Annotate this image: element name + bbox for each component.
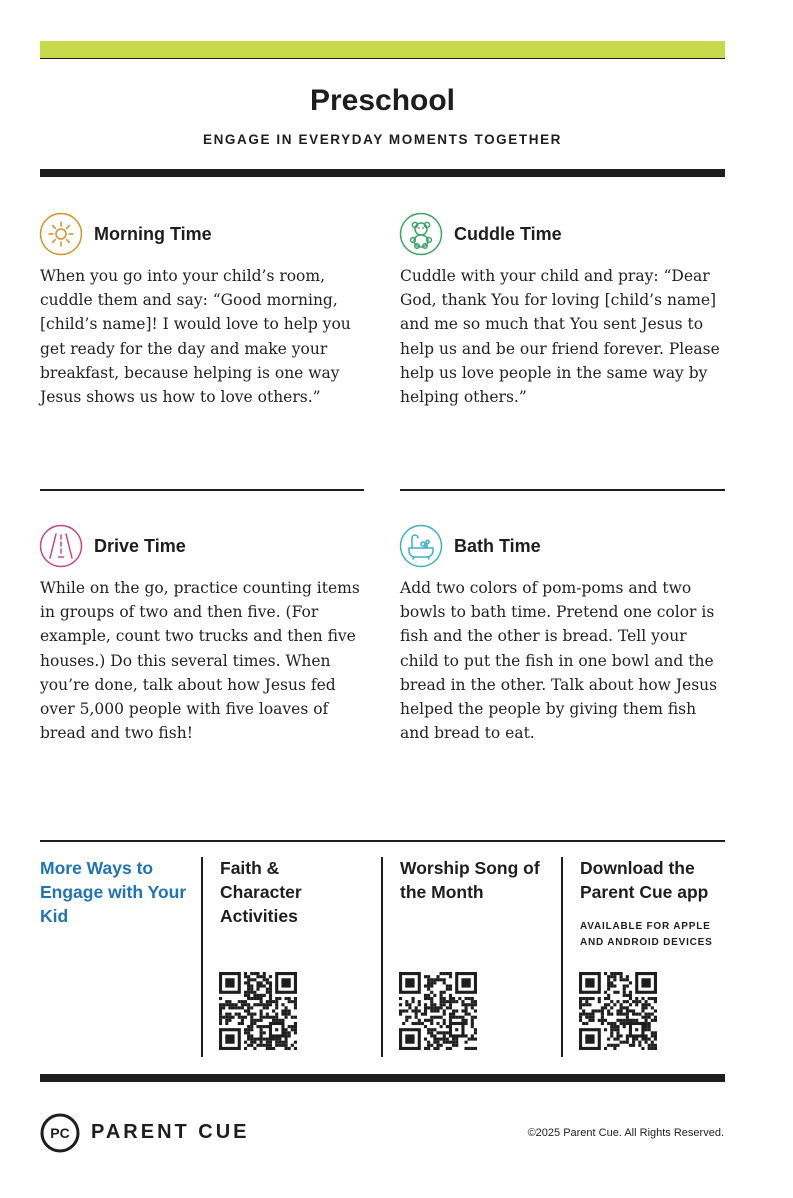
column-divider bbox=[561, 857, 563, 1057]
faith-activities-qr-code[interactable] bbox=[219, 972, 297, 1050]
more-ways-heading: More Ways to Engage with Your Kid bbox=[40, 858, 187, 926]
morning-time-heading: Morning Time bbox=[94, 224, 212, 244]
bath-time-text: Add two colors of pom-poms and two bowls to bath time. Pretend one color is fish and the other is bread. Tell your child to put the fish in one bowl and the bread in the other. Talk about how Jesus helped the people by giving them fish and bread to eat. bbox=[400, 579, 718, 743]
sun-icon bbox=[39, 212, 83, 256]
top-rule bbox=[40, 58, 725, 59]
cuddle-time-heading: Cuddle Time bbox=[454, 224, 562, 244]
top-accent-bar bbox=[40, 41, 725, 58]
morning-time-text: When you go into your child’s room, cuddle them and say: “Good morning, [child’s name]! I would love to help you get ready for the day and make your breakfast, because helping is one way Jesus shows us how to love others.” bbox=[40, 267, 351, 407]
road-icon bbox=[39, 524, 83, 568]
page-title: Preschool bbox=[309, 84, 456, 117]
brand-name: PARENT CUE bbox=[91, 1121, 250, 1143]
column-divider bbox=[201, 857, 203, 1057]
footer-divider bbox=[40, 1074, 725, 1082]
teddy-bear-icon bbox=[399, 212, 443, 256]
logo-monogram: PC bbox=[50, 1125, 70, 1141]
download-app-qr-code[interactable] bbox=[579, 972, 657, 1050]
column-divider bbox=[381, 857, 383, 1057]
copyright-notice: ©2025 Parent Cue. All Rights Reserved. bbox=[527, 1127, 724, 1139]
download-app-heading: Download the Parent Cue app bbox=[580, 858, 709, 902]
right-section-divider bbox=[400, 489, 725, 491]
bath-time-heading: Bath Time bbox=[454, 536, 541, 556]
cuddle-time-text: Cuddle with your child and pray: “Dear God, thank You for loving [child’s name] and me so much that You sent Jesus to help us and be our friend forever. Please help us love people in the same way by helping others.” bbox=[400, 267, 720, 407]
resources-rule bbox=[40, 840, 725, 842]
parent-cue-logo[interactable] bbox=[40, 1113, 80, 1153]
drive-time-text: While on the go, practice counting items in groups of two and then five. (For example, count two trucks and then five houses.) Do this several times. When you’re done, talk about how Jesus fed over 5,000 people with five loaves of bread and two fish! bbox=[40, 579, 360, 743]
left-section-divider bbox=[40, 489, 364, 491]
page-subtitle: ENGAGE IN EVERYDAY MOMENTS TOGETHER bbox=[202, 132, 563, 147]
header-divider bbox=[40, 169, 725, 177]
app-availability-note: AVAILABLE FOR APPLE AND ANDROID DEVICES bbox=[580, 921, 713, 948]
bathtub-icon bbox=[399, 524, 443, 568]
drive-time-heading: Drive Time bbox=[94, 536, 186, 556]
faith-activities-heading: Faith & Character Activities bbox=[220, 858, 302, 926]
worship-song-heading: Worship Song of the Month bbox=[400, 858, 540, 902]
worship-song-qr-code[interactable] bbox=[399, 972, 477, 1050]
